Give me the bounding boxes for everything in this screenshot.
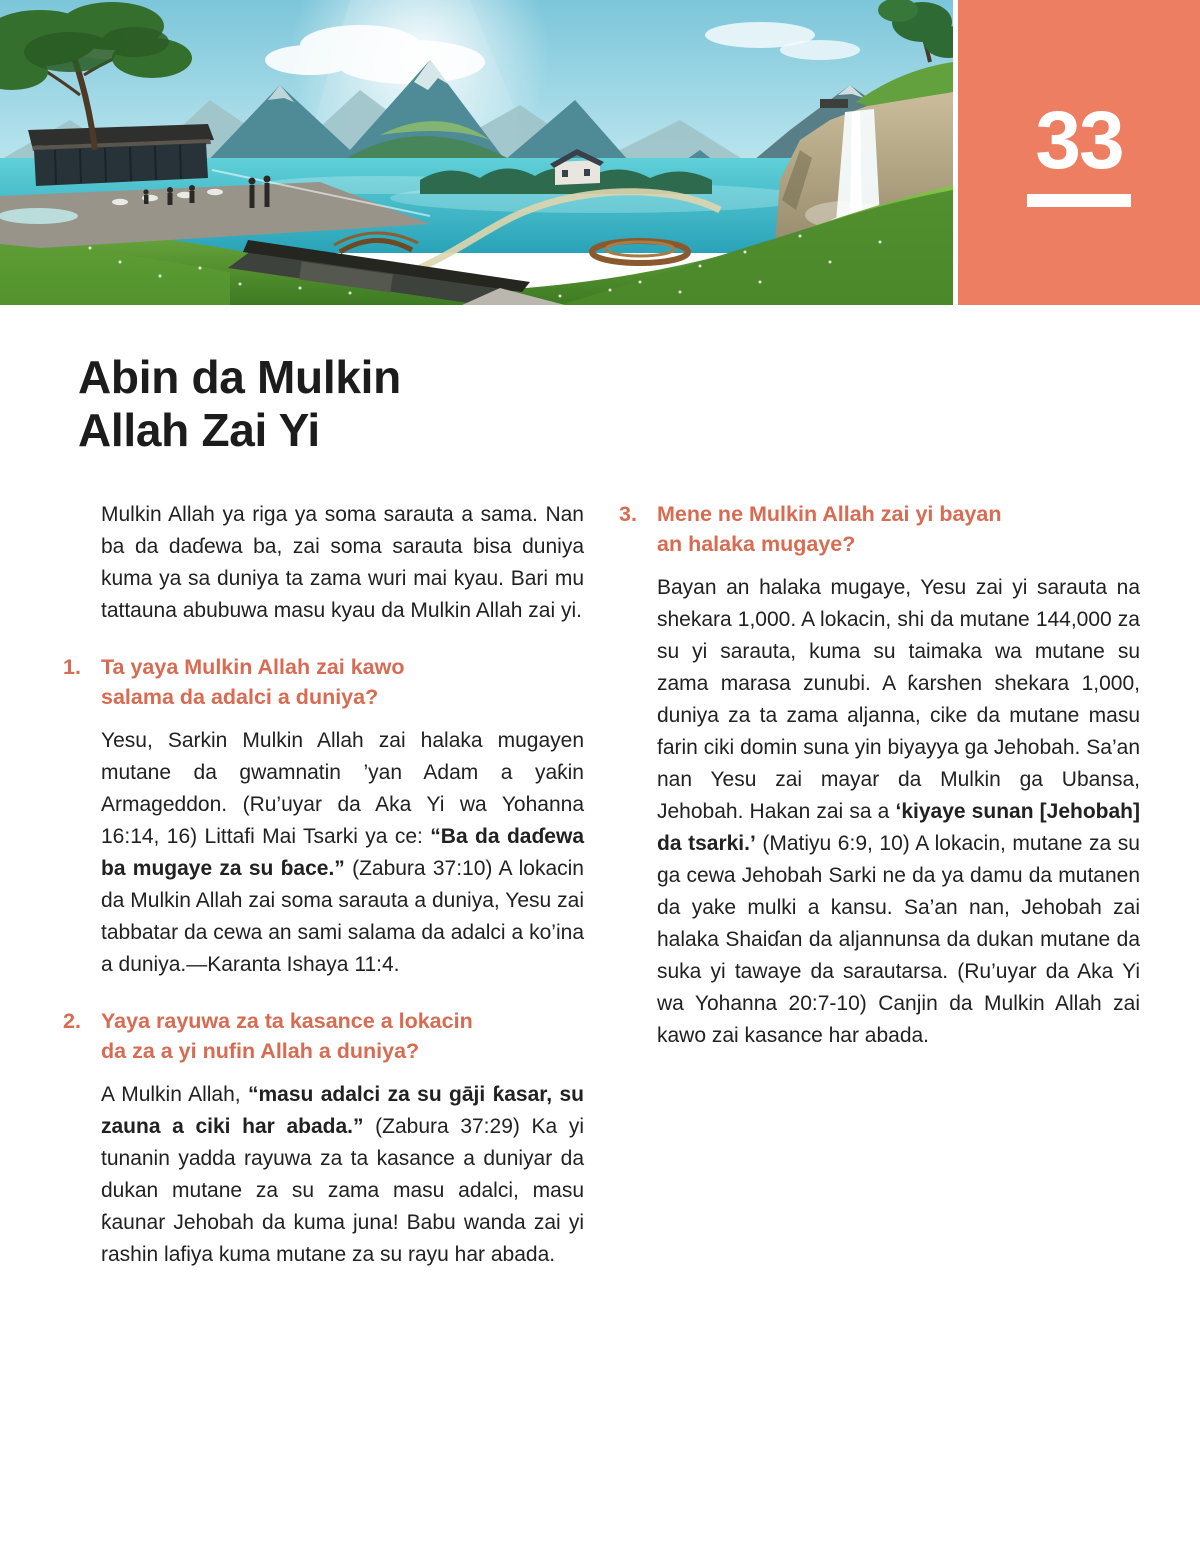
question-2-paragraph: A Mulkin Allah, “masu adalci za su gāji ƙasar, su zauna a ciki har abada.” (Zabura 37:29) Ka yi tunanin yadda rayuwa za ta kasance a duniyar da dukan mutane za su zama masu adalci, masu ƙaunar Jehobah da kuma juna! Babu wanda zai yi rashin lafiya kuma mutane za su rayu har abada.: [101, 1083, 584, 1266]
question-1-number: 1.: [63, 655, 81, 679]
question-2-heading: [63, 1006, 584, 1066]
question-2-number: 2.: [63, 1009, 81, 1033]
question-3-text: Mene ne Mulkin Allah zai yi bayan an halaka mugaye?: [657, 502, 1002, 556]
question-1-text: Ta yaya Mulkin Allah zai kawo salama da adalci a duniya?: [101, 655, 405, 709]
lesson-number: 33: [1035, 95, 1123, 186]
question-1-heading: [63, 652, 584, 712]
question-3-paragraph: Bayan an halaka mugaye, Yesu zai yi sarauta na shekara 1,000. A lokacin, shi da mutane 144,000 za su yi sarauta, kuma su taimaka wa mutane su zama marasa zunubi. A ƙarshen shekara 1,000, duniya za ta zama aljanna, cike da mutane masu farin ciki domin suna yin biyayya ga Jehobah. Sa’an nan Yesu zai mayar da Mulkin ga Ubansa, Jehobah. Hakan zai sa a ‘kiyaye sunan [Jehobah] da tsarki.’ (Matiyu 6:9, 10) A lokacin, mutane za su ga cewa Jehobah Sarki ne da ya damu da mutanen da yake mulki a kansu. Sa’an nan, Jehobah zai halaka Shaiɗan da aljannunsa da dukan mutane da suka yi tawaye da sarautarsa. (Ru’uyar da Aka Yi wa Yohanna 20:7-10) Canjin da Mulkin Allah zai kawo zai kasance har abada.: [657, 576, 1140, 1047]
lesson-number-underline: [1027, 194, 1131, 207]
right-column: [619, 499, 1140, 1271]
question-3-heading: [619, 499, 1140, 559]
hero-image: [0, 0, 953, 305]
question-2-text: Yaya rayuwa za ta kasance a lokacin da za a yi nufin Allah a duniya?: [101, 1009, 473, 1063]
hero-header: [0, 0, 1200, 305]
question-3-number: 3.: [619, 502, 637, 526]
question-1-paragraph: Yesu, Sarkin Mulkin Allah zai halaka mugayen mutane da gwamnatin ’yan Adam a yaƙin Armageddon. (Ru’uyar da Aka Yi wa Yohanna 16:14, 16) Littafi Mai Tsarki ya ce: “Ba da daɗewa ba mugaye za su ɓace.” (Zabura 37:10) A lokacin da Mulkin Allah zai soma sarauta a duniya, Yesu zai tabbatar da cewa an sami salama da adalci a ko’ina a duniya.—Karanta Ishaya 11:4.: [101, 729, 584, 976]
left-column: [63, 499, 584, 1271]
lesson-number-badge: [958, 0, 1200, 305]
intro-paragraph: Mulkin Allah ya riga ya soma sarauta a sama. Nan ba da daɗewa ba, zai soma sarauta bisa duniya kuma ya sa duniya ta zama wuri mai kyau. Bari mu tattauna abubuwa masu kyau da Mulkin Allah zai yi.: [101, 503, 584, 622]
page-title: Abin da Mulkin Allah Zai Yi: [78, 351, 401, 456]
content-columns: [0, 499, 1200, 1271]
